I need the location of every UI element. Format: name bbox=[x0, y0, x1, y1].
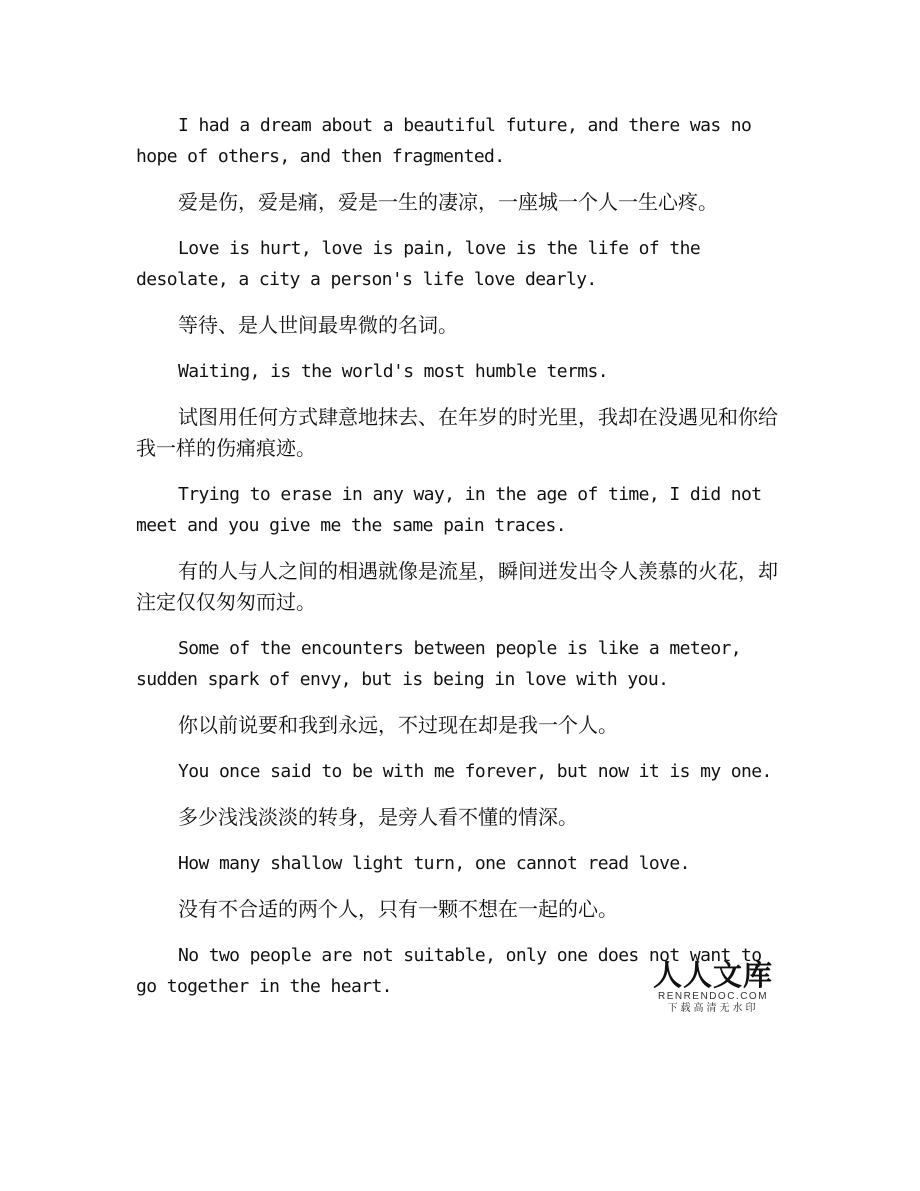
paragraph-english: Love is hurt, love is pain, love is the life of the desolate, a city a person's life love dearly. bbox=[136, 238, 701, 290]
paragraph-english: Waiting, is the world's most humble terms. bbox=[178, 361, 608, 382]
paragraph-english: No two people are not suitable, only one does not want to go together in the heart. bbox=[136, 945, 762, 997]
paragraph-chinese: 等待、是人世间最卑微的名词。 bbox=[178, 313, 458, 337]
watermark-subtitle: 下载高清无水印 bbox=[667, 1003, 759, 1014]
watermark-site: RENRENDOC.COM bbox=[657, 991, 769, 1002]
paragraph-english: How many shallow light turn, one cannot read love. bbox=[178, 853, 690, 874]
paragraph-chinese: 多少浅浅淡淡的转身，是旁人看不懂的情深。 bbox=[178, 805, 578, 829]
paragraph-chinese: 没有不合适的两个人，只有一颗不想在一起的心。 bbox=[178, 897, 618, 921]
paragraph-chinese: 试图用任何方式肆意地抹去、在年岁的时光里，我却在没遇见和你给我一样的伤痛痕迹。 bbox=[136, 405, 778, 460]
paragraph-english: You once said to be with me forever, but now it is my one. bbox=[178, 761, 772, 782]
watermark-logo bbox=[648, 958, 778, 1016]
document-body bbox=[136, 110, 781, 1017]
paragraph-english: I had a dream about a beautiful future, and there was no hope of others, and then fragmented. bbox=[136, 115, 752, 167]
paragraph-chinese: 爱是伤，爱是痛，爱是一生的凄凉，一座城一个人一生心疼。 bbox=[178, 190, 718, 214]
paragraph-chinese: 你以前说要和我到永远，不过现在却是我一个人。 bbox=[178, 713, 618, 737]
paragraph-english: Trying to erase in any way, in the age of time, I did not meet and you give me the same pain traces. bbox=[136, 484, 762, 536]
watermark-title: 人人文库 bbox=[652, 958, 773, 992]
paragraph-chinese: 有的人与人之间的相遇就像是流星，瞬间迸发出令人羡慕的火花，却注定仅仅匆匆而过。 bbox=[136, 559, 778, 614]
paragraph-english: Some of the encounters between people is like a meteor, sudden spark of envy, but is being in love with you. bbox=[136, 638, 742, 690]
